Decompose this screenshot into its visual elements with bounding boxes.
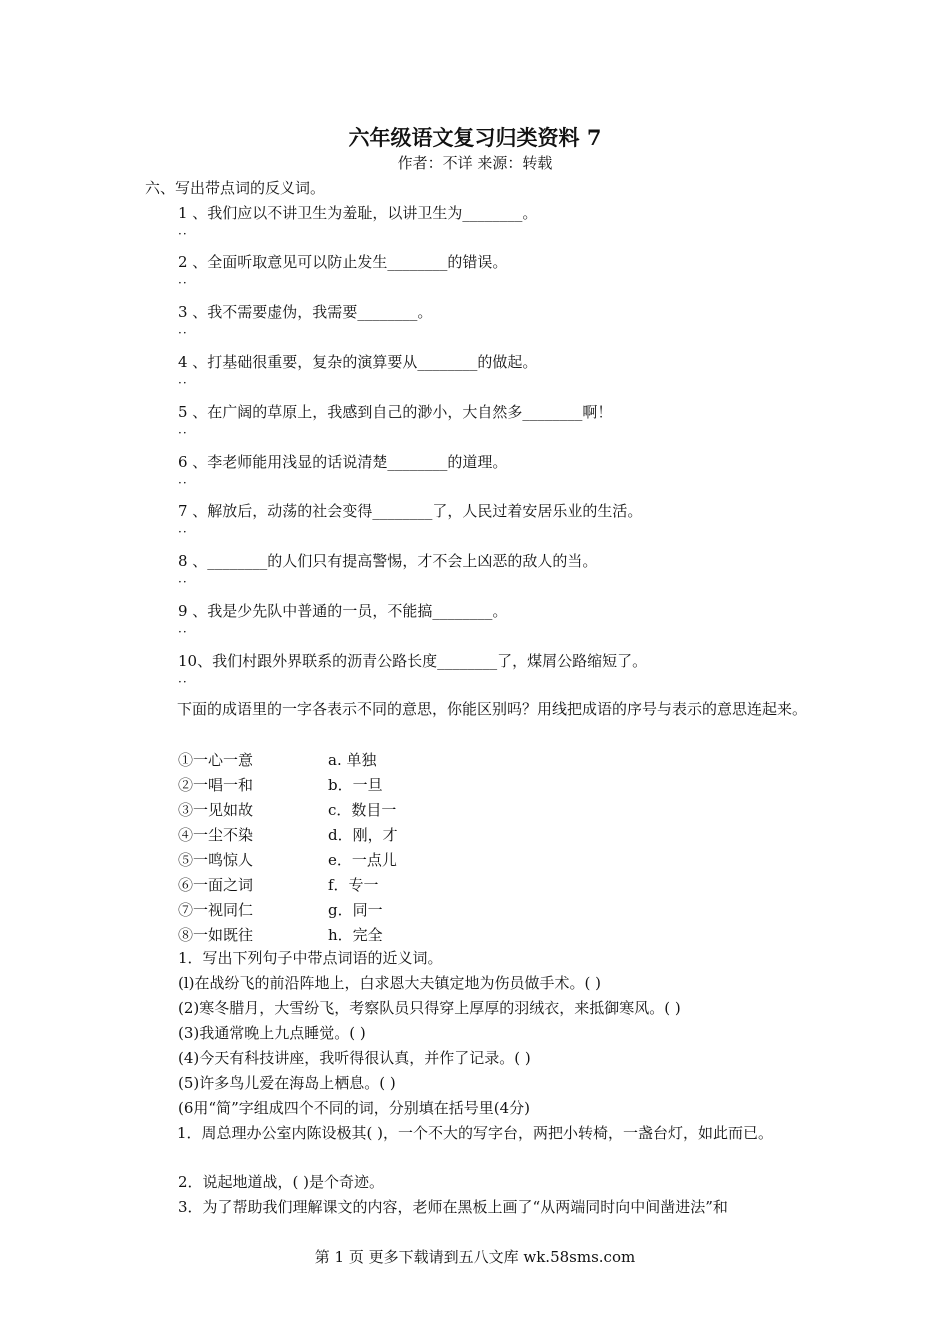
- page-footer: 第 1 页 更多下载请到五八文库 wk.58sms.com: [314, 1248, 636, 1266]
- antonym-item-7: 7 、解放后，动荡的社会变得________了，人民过着安居乐业的生活。: [178, 502, 643, 520]
- emphasis-dots: ··: [178, 326, 188, 340]
- emphasis-dots: ··: [178, 276, 188, 290]
- idiom-item: ⑧一如既往: [178, 926, 254, 944]
- emphasis-dots: ··: [178, 675, 188, 689]
- emphasis-dots: ··: [178, 625, 188, 639]
- synonym-heading: 1．写出下列句子中带点词语的近义词。: [178, 949, 443, 967]
- antonym-item-8: 8 、________的人们只有提高警惕，才不会上凶恶的敌人的当。: [178, 552, 598, 570]
- antonym-item-10: 10、我们村跟外界联系的沥青公路长度________了，煤屑公路缩短了。: [178, 652, 648, 670]
- synonym-item-3: (3)我通常晚上九点睡觉。( ): [178, 1024, 366, 1042]
- idiom-item: ①一心一意: [178, 751, 254, 769]
- idiom-item: ④一尘不染: [178, 826, 254, 844]
- meaning-item: h．完全: [328, 926, 383, 944]
- section-heading: 六、写出带点词的反义词。: [145, 179, 326, 197]
- jian-item-3: 3．为了帮助我们理解课文的内容，老师在黑板上画了“从两端同时向中间凿进法”和: [178, 1198, 728, 1216]
- idiom-item: ⑦一视同仁: [178, 901, 254, 919]
- meaning-item: f．专一: [328, 876, 379, 894]
- emphasis-dots: ··: [178, 376, 188, 390]
- antonym-item-9: 9 、我是少先队中普通的一员，不能搞________。: [178, 602, 508, 620]
- emphasis-dots: ··: [178, 426, 188, 440]
- emphasis-dots: ··: [178, 227, 188, 241]
- idiom-item: ⑤一鸣惊人: [178, 851, 254, 869]
- antonym-item-1: 1 、我们应以不讲卫生为羞耻，以讲卫生为________。: [178, 204, 538, 222]
- idiom-item: ②一唱一和: [178, 776, 254, 794]
- meaning-item: g．同一: [328, 901, 383, 919]
- document-title: 六年级语文复习归类资料 7: [348, 125, 602, 150]
- document-meta: 作者：不详 来源：转载: [397, 154, 553, 172]
- meaning-item: a. 单独: [328, 751, 377, 769]
- synonym-item-2: (2)寒冬腊月，大雪纷飞，考察队员只得穿上厚厚的羽绒衣，来抵御寒风。( ): [178, 999, 681, 1017]
- synonym-item-5: (5)许多鸟儿爱在海岛上栖息。( ): [178, 1074, 396, 1092]
- synonym-item-1: (l)在战纷飞的前沿阵地上，白求恩大夫镇定地为伤员做手术。( ): [178, 974, 601, 992]
- emphasis-dots: ··: [178, 575, 188, 589]
- meaning-item: c．数目一: [328, 801, 397, 819]
- meaning-item: d．刚，才: [328, 826, 398, 844]
- emphasis-dots: ··: [178, 525, 188, 539]
- jian-item-1: 1．周总理办公室内陈设极其( )，一个不大的写字台，两把小转椅，一盏台灯，如此而已。: [177, 1124, 774, 1142]
- idiom-item: ③一见如故: [178, 801, 254, 819]
- idiom-item: ⑥一面之词: [178, 876, 254, 894]
- emphasis-dots: ··: [178, 476, 188, 490]
- synonym-item-4: (4)今天有科技讲座，我听得很认真，并作了记录。( ): [178, 1049, 531, 1067]
- antonym-item-2: 2 、全面听取意见可以防止发生________的错误。: [178, 253, 508, 271]
- jian-heading: (6用“简”字组成四个不同的词，分别填在括号里(4分): [178, 1099, 530, 1117]
- antonym-item-4: 4 、打基础很重要，复杂的演算要从________的做起。: [178, 353, 538, 371]
- jian-item-2: 2．说起地道战，( )是个奇迹。: [178, 1173, 385, 1191]
- antonym-item-5: 5 、在广阔的草原上，我感到自己的渺小，大自然多________啊！: [178, 403, 613, 421]
- antonym-item-6: 6 、李老师能用浅显的话说清楚________的道理。: [178, 453, 508, 471]
- idiom-instruction: 下面的成语里的一字各表示不同的意思，你能区别吗？用线把成语的序号与表示的意思连起来。: [177, 700, 808, 718]
- meaning-item: b．一旦: [328, 776, 383, 794]
- meaning-item: e．一点儿: [328, 851, 397, 869]
- antonym-item-3: 3 、我不需要虚伪，我需要________。: [178, 303, 433, 321]
